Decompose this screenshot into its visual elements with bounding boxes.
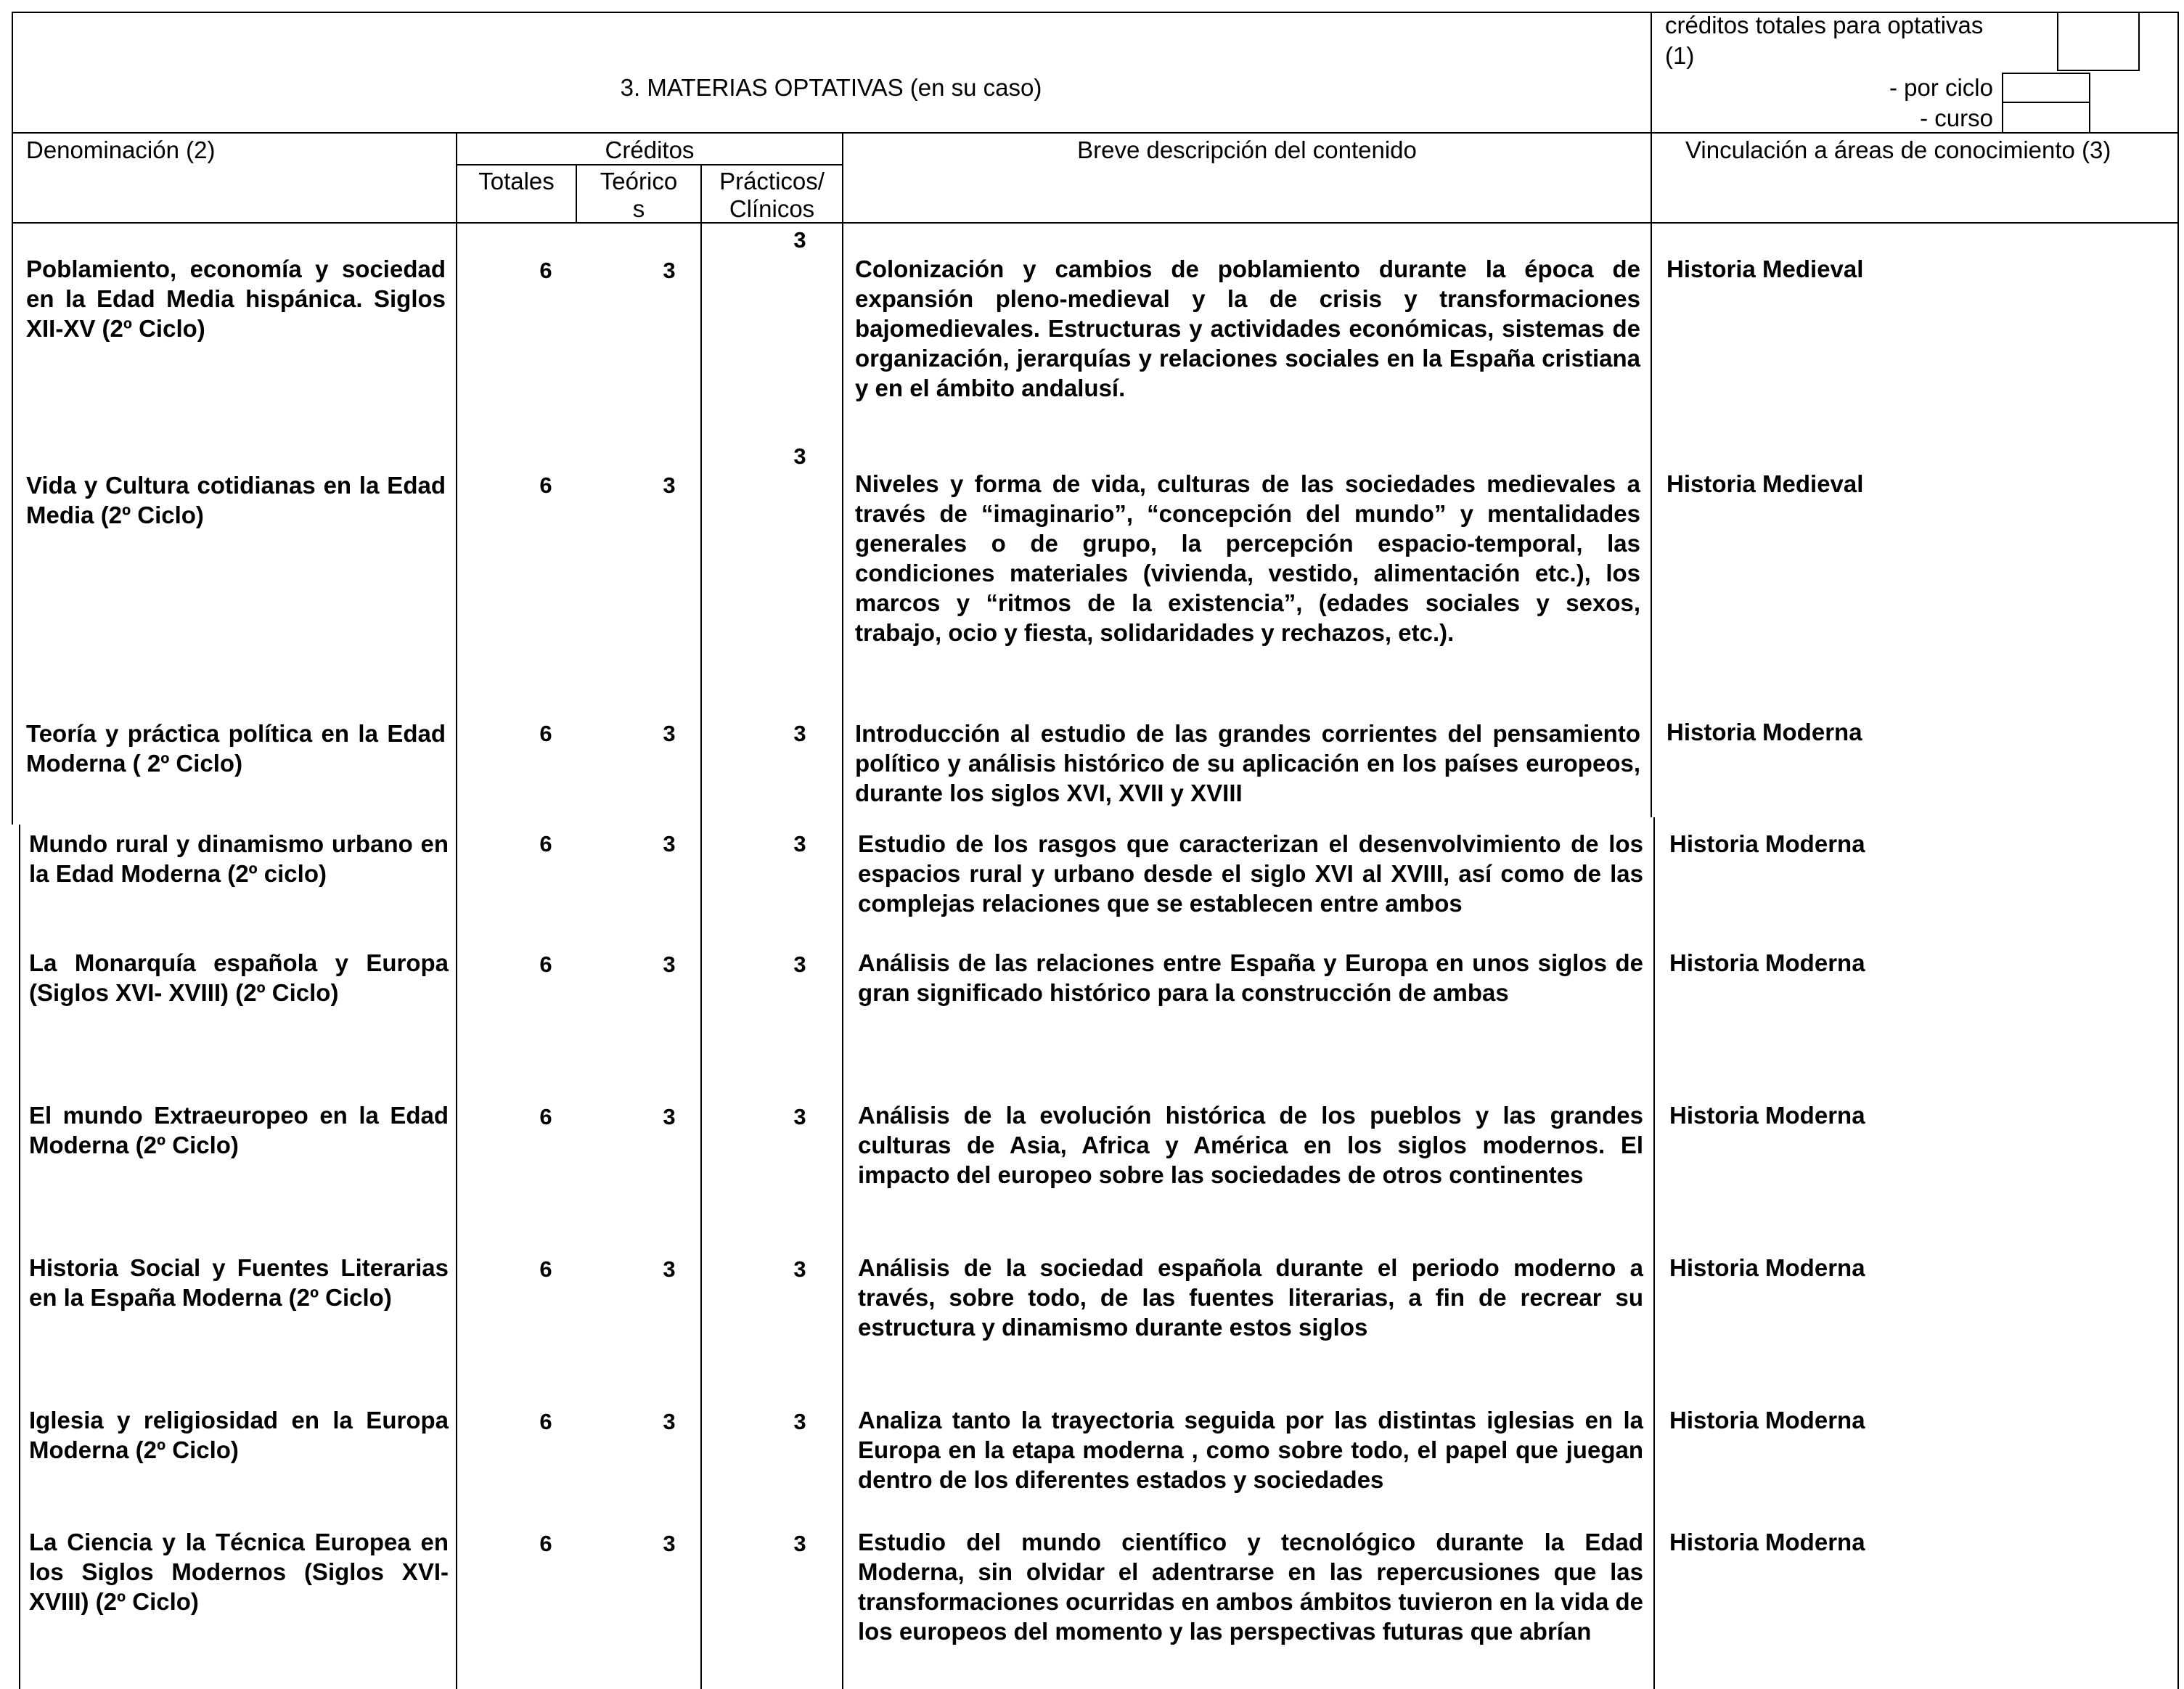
credits-theory: 3 bbox=[663, 1409, 676, 1434]
knowledge-area: Historia Moderna bbox=[1669, 1529, 1865, 1555]
section-title: 3. MATERIAS OPTATIVAS (en su caso) bbox=[620, 74, 1042, 101]
credits-theory: 3 bbox=[663, 1104, 676, 1129]
course-label: - curso bbox=[1920, 105, 1993, 131]
column-header-area: Vinculación a áreas de conocimiento (3) bbox=[1685, 136, 2111, 163]
subject-name: Iglesia y religiosidad en la Europa Moderna (2º Ciclo) bbox=[29, 1407, 449, 1463]
column-header-credits: Créditos bbox=[605, 136, 695, 163]
credit-totals-note: (1) bbox=[1665, 42, 1695, 69]
subject-name: El mundo Extraeuropeo en la Edad Moderna (2º Ciclo) bbox=[29, 1102, 449, 1158]
subject-description: Análisis de la sociedad española durante el periodo moderno a través, sobre todo, de las fuentes literarias, a fin de recrear su estructura y dinamismo durante estos siglos bbox=[858, 1254, 1643, 1341]
credits-total: 6 bbox=[539, 258, 552, 283]
subject-name: Historia Social y Fuentes Literarias en la España Moderna (2º Ciclo) bbox=[29, 1254, 449, 1311]
credits-total: 6 bbox=[539, 721, 552, 746]
column-header-practice: Prácticos/ bbox=[719, 168, 825, 195]
knowledge-area: Historia Moderna bbox=[1666, 719, 1862, 745]
subject-description: Estudio de los rasgos que caracterizan el desenvolvimiento de los espacios rural y urbano desde el siglo XVI al XVIII, así como de las complejas relaciones que se establecen entre ambos bbox=[858, 830, 1643, 917]
subject-name: Poblamiento, economía y sociedad en la Edad Media hispánica. Siglos XII-XV (2º Ciclo) bbox=[26, 255, 446, 342]
table-right-border bbox=[2177, 12, 2179, 1689]
knowledge-area: Historia Medieval bbox=[1666, 470, 1864, 497]
subject-description: Análisis de las relaciones entre España y Europa en unos siglos de gran significado histórico para la construcción de ambas bbox=[858, 949, 1643, 1006]
credit-totals-box bbox=[2057, 12, 2140, 71]
credits-practice: 3 bbox=[793, 1104, 806, 1129]
credits-practice: 3 bbox=[793, 1256, 806, 1282]
credits-practice: 3 bbox=[793, 227, 806, 253]
knowledge-area: Historia Medieval bbox=[1666, 255, 1864, 282]
credits-total: 6 bbox=[539, 1256, 552, 1282]
knowledge-area: Historia Moderna bbox=[1669, 1254, 1865, 1281]
credits-total: 6 bbox=[539, 1409, 552, 1434]
subject-name: La Monarquía española y Europa (Siglos XVI- XVIII) (2º Ciclo) bbox=[29, 949, 449, 1006]
column-header-theory-cont: s bbox=[632, 195, 645, 222]
credits-practice: 3 bbox=[793, 721, 806, 746]
credits-practice: 3 bbox=[793, 1409, 806, 1434]
credits-practice: 3 bbox=[793, 443, 806, 469]
credits-total: 6 bbox=[539, 831, 552, 856]
course-box bbox=[2002, 102, 2090, 134]
subject-description: Niveles y forma de vida, culturas de las sociedades medievales a través de “imaginario”, “concepción del mundo” y mentalidades generales o de grupo, la percepción espacio-temporal, las condiciones materiales (vivienda, vestido, alimentación etc.), los marcos y “ritmos de la existencia”, (edades sociales y sexos, trabajo, ocio y fiesta, solidaridades y rechazos, etc.). bbox=[855, 470, 1640, 646]
credits-theory: 3 bbox=[663, 952, 676, 977]
column-header-description: Breve descripción del contenido bbox=[1077, 136, 1417, 163]
subject-name: Teoría y práctica política en la Edad Moderna ( 2º Ciclo) bbox=[26, 720, 446, 777]
credits-practice: 3 bbox=[793, 831, 806, 856]
column-header-totals: Totales bbox=[478, 168, 555, 195]
subject-name: Mundo rural y dinamismo urbano en la Edad Moderna (2º ciclo) bbox=[29, 830, 449, 887]
knowledge-area: Historia Moderna bbox=[1669, 830, 1865, 857]
subject-name: La Ciencia y la Técnica Europea en los Siglos Modernos (Siglos XVI-XVIII) (2º Ciclo) bbox=[29, 1529, 449, 1615]
description-column-divider bbox=[1651, 12, 1652, 817]
subject-description: Análisis de la evolución histórica de los pueblos y las grandes culturas de Asia, Africa y América en los siglos modernos. El impacto del europeo sobre las sociedades de otros continentes bbox=[858, 1102, 1643, 1188]
subject-name: Vida y Cultura cotidianas en la Edad Media (2º Ciclo) bbox=[26, 472, 446, 528]
practice-column-divider bbox=[842, 132, 843, 1689]
subject-description: Analiza tanto la trayectoria seguida por las distintas iglesias en la Europa en la etapa moderna , como sobre todo, el papel que juegan dentro de los diferentes estados y sociedades bbox=[858, 1407, 1643, 1493]
credits-theory: 3 bbox=[663, 473, 676, 498]
subject-description: Introducción al estudio de las grandes corrientes del pensamiento político y análisis histórico de su aplicación en los países europeos, durante los siglos XVI, XVII y XVIII bbox=[855, 720, 1640, 806]
theory-column-divider bbox=[700, 164, 702, 1689]
per-cycle-label: - por ciclo bbox=[1889, 74, 1993, 101]
table-left-border-lower bbox=[19, 825, 20, 1689]
credits-practice: 3 bbox=[793, 1531, 806, 1556]
credits-total: 6 bbox=[539, 473, 552, 498]
credits-theory: 3 bbox=[663, 831, 676, 856]
column-header-name: Denominación (2) bbox=[26, 136, 216, 163]
subject-description: Colonización y cambios de poblamiento durante la época de expansión pleno-medieval y la de crisis y transformaciones bajomedievales. Estructuras y actividades económicas, sistemas de organización, jerarquías y relaciones sociales en la España cristiana y en el ámbito andalusí. bbox=[855, 255, 1640, 401]
credits-total: 6 bbox=[539, 1531, 552, 1556]
credits-theory: 3 bbox=[663, 721, 676, 746]
per-cycle-box bbox=[2002, 73, 2090, 103]
table-left-border bbox=[12, 12, 13, 825]
subject-description: Estudio del mundo científico y tecnológico durante la Edad Moderna, sin olvidar el adentrarse en las repercusiones que las transformaciones ocurridas en ambos ámbitos tuvieron en la vida de los europeos del momento y las perspectivas futuras que abrían bbox=[858, 1529, 1643, 1645]
column-header-theory: Teórico bbox=[600, 168, 678, 195]
credits-practice: 3 bbox=[793, 952, 806, 977]
credits-theory: 3 bbox=[663, 258, 676, 283]
knowledge-area: Historia Moderna bbox=[1669, 949, 1865, 976]
credits-total: 6 bbox=[539, 1104, 552, 1129]
description-column-divider-lower bbox=[1653, 817, 1655, 1689]
name-column-divider bbox=[456, 132, 457, 1689]
column-header-bottom bbox=[12, 222, 2179, 224]
credit-totals-label: créditos totales para optativas bbox=[1665, 12, 1984, 38]
knowledge-area: Historia Moderna bbox=[1669, 1407, 1865, 1434]
knowledge-area: Historia Moderna bbox=[1669, 1102, 1865, 1129]
credits-total: 6 bbox=[539, 952, 552, 977]
column-header-practice-cont: Clínicos bbox=[729, 195, 815, 222]
credits-theory: 3 bbox=[663, 1256, 676, 1282]
credits-theory: 3 bbox=[663, 1531, 676, 1556]
